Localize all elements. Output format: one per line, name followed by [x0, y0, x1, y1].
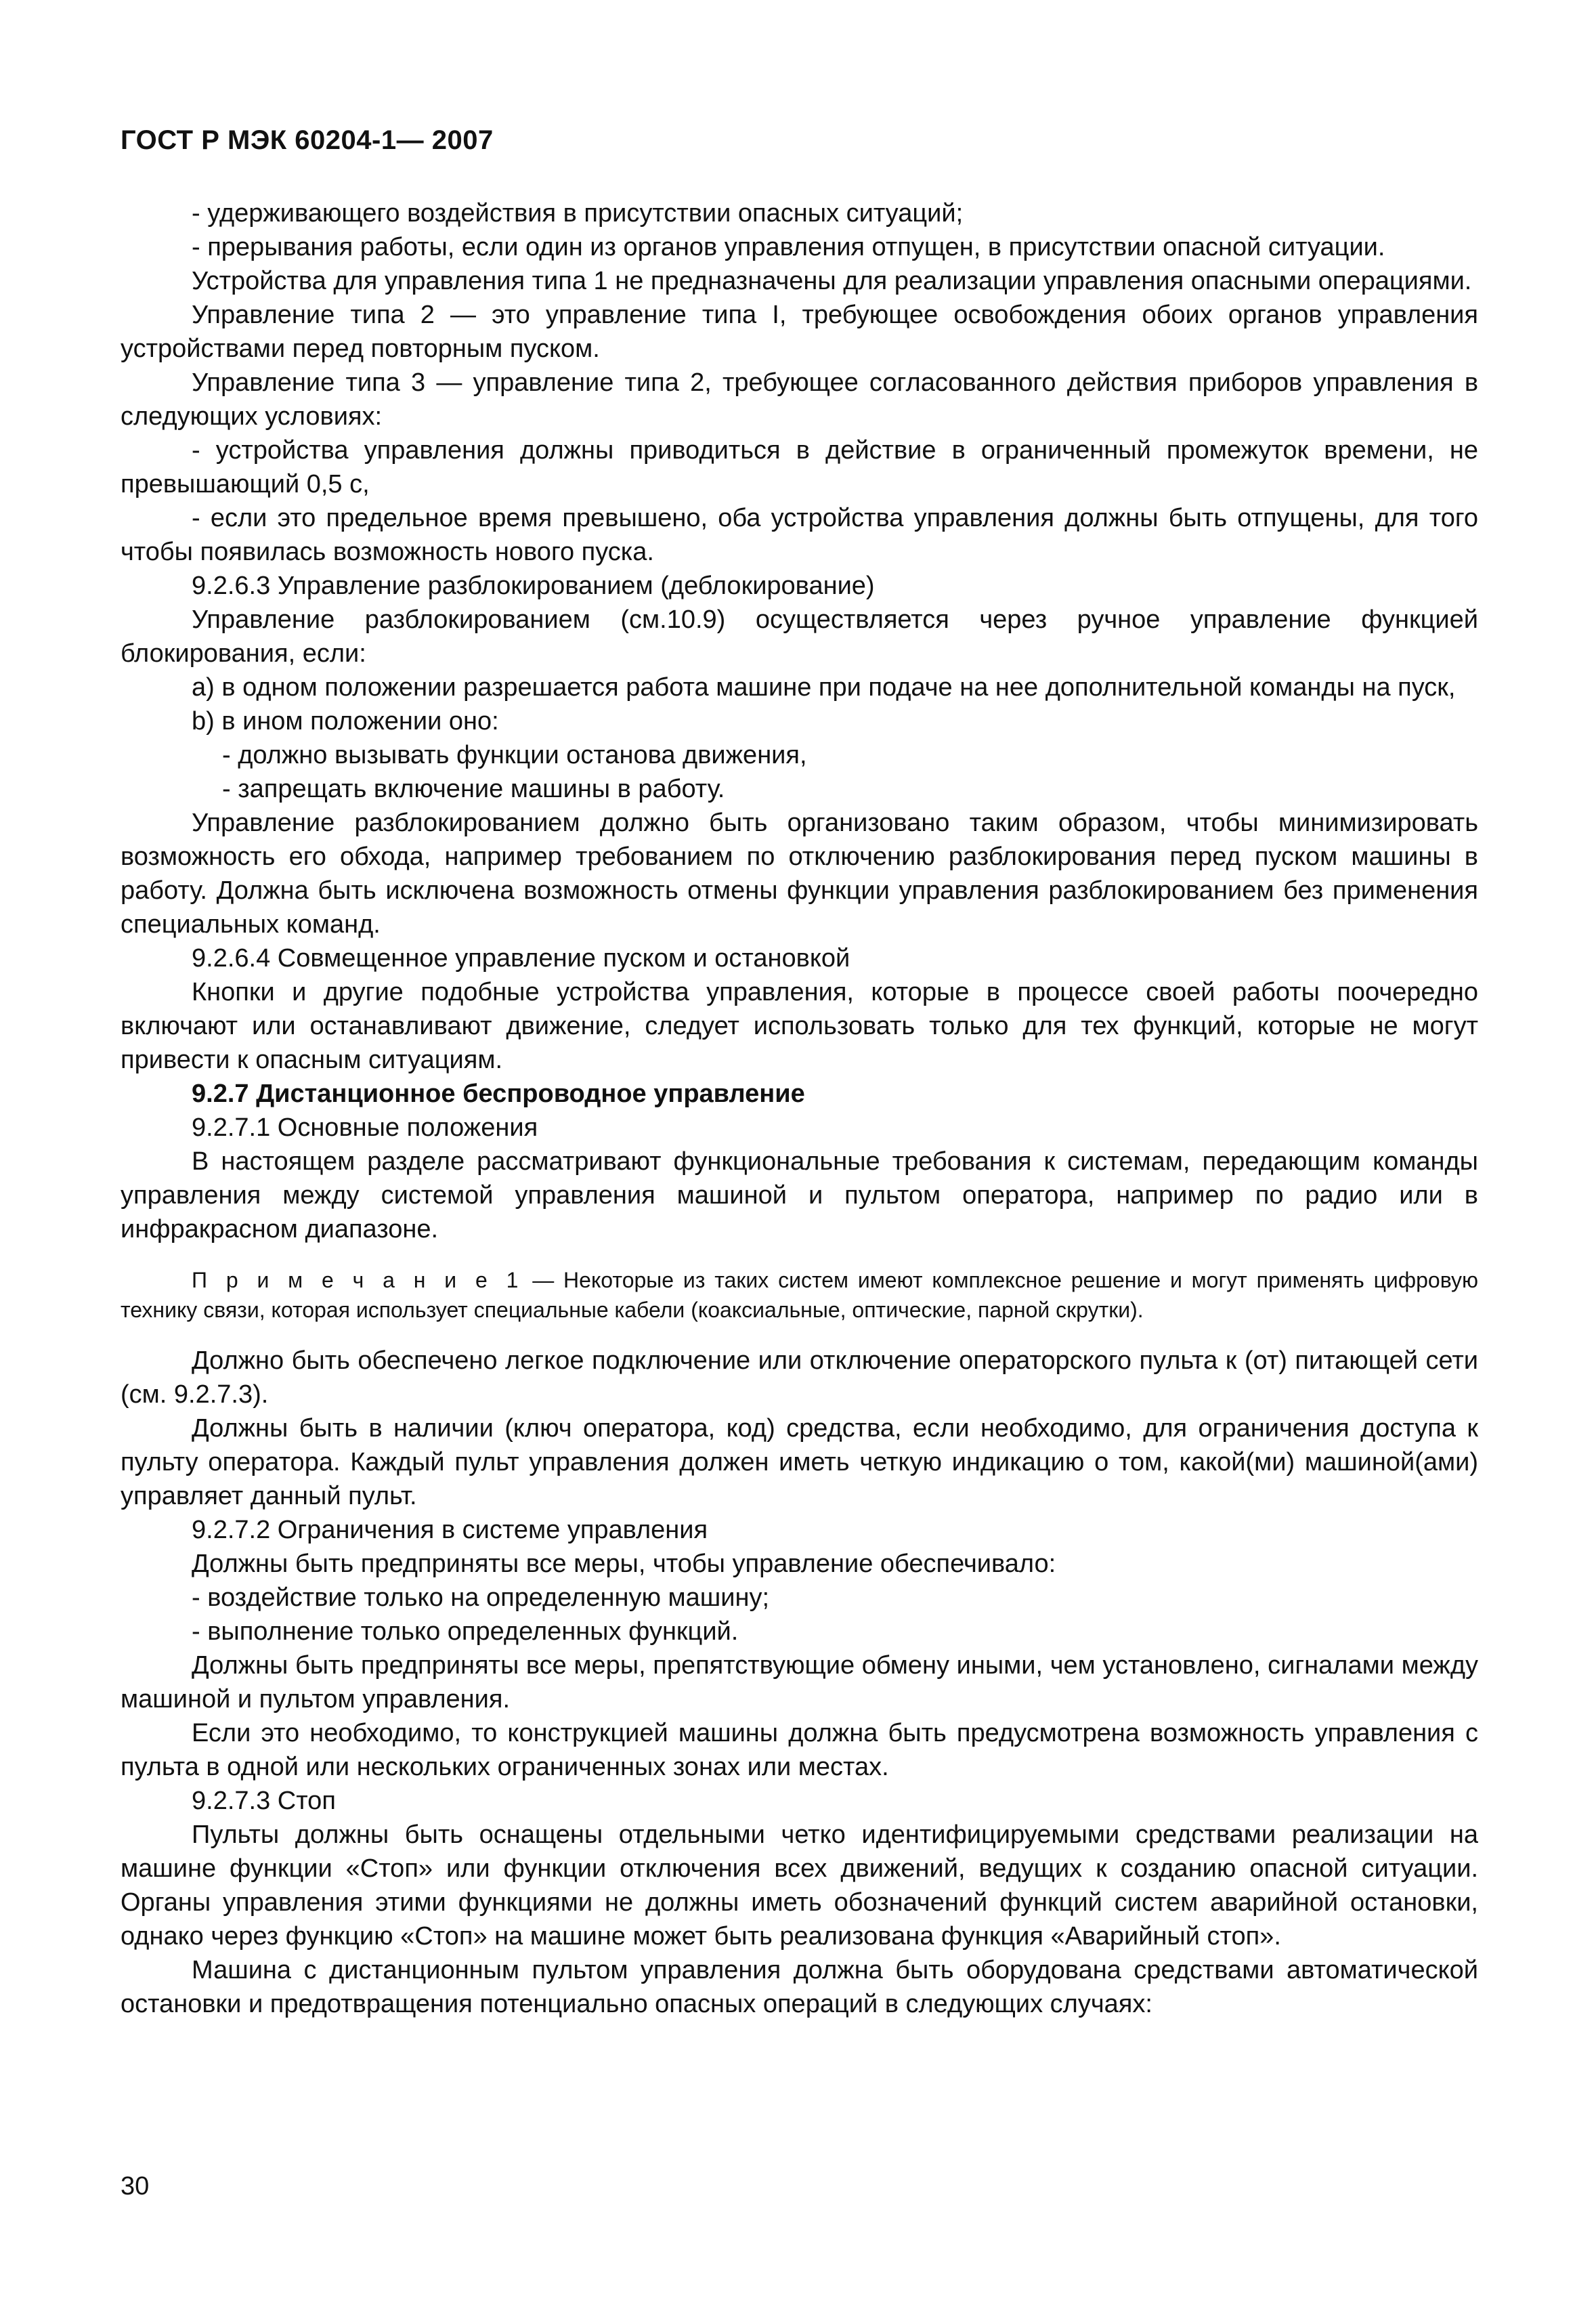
section-heading: 9.2.7.1 Основные положения: [192, 1113, 538, 1142]
paragraph: Управление разблокированием (см.10.9) осуществляется через ручное управление функцией блокирования, если:: [121, 605, 1478, 668]
list-item: - воздействие только на определенную машину;: [192, 1583, 770, 1612]
paragraph: - прерывания работы, если один из органов управления отпущен, в присутствии опасной ситуации.: [192, 233, 1385, 261]
paragraph: Управление типа 3 — управление типа 2, требующее согласованного действия приборов управления в следующих условиях:: [121, 368, 1478, 431]
paragraph: Должно быть обеспечено легкое подключение или отключение операторского пульта к (от) питающей сети (см. 9.2.7.3).: [121, 1346, 1478, 1409]
note: [121, 1265, 1478, 1325]
note-text: — Некоторые из таких систем имеют комплексное решение и могут применять цифровую технику связи, которая использует специальные кабели (коаксиальные, оптические, парной скрутки).: [121, 1268, 1479, 1322]
page-number: 30: [121, 2172, 150, 2200]
paragraph: Если это необходимо, то конструкцией машины должна быть предусмотрена возможность управления с пульта в одной или нескольких ограниченных зонах или местах.: [121, 1719, 1478, 1781]
list-item: - выполнение только определенных функций.: [192, 1617, 739, 1646]
note-label: П р и м е ч а н и е 1: [192, 1268, 523, 1292]
paragraph: Управление разблокированием должно быть организовано таким образом, чтобы минимизировать возможность его обхода, например требованием по отключению разблокирования перед пуском машины в работу. Должна быть исключена возможность отмены функции управления разблокированием без применения специальных команд.: [121, 809, 1478, 939]
document-body: [121, 196, 1478, 2021]
list-item: b) в ином положении оно:: [192, 707, 499, 736]
paragraph: Машина с дистанционным пультом управления должна быть оборудована средствами автоматической остановки и предотвращения потенциально опасных операций в следующих случаях:: [121, 1956, 1478, 2018]
section-heading: 9.2.7.3 Стоп: [192, 1787, 336, 1815]
section-heading: 9.2.6.4 Совмещенное управление пуском и остановкой: [192, 944, 850, 973]
paragraph: Пульты должны быть оснащены отдельными четко идентифицируемыми средствами реализации на машине функции «Стоп» или функции отключения всех движений, ведущих к созданию опасной ситуации. Органы управления этими функциями не должны иметь обозначений функций систем аварийной остановки, однако через функцию «Стоп» на машине может быть реализована функция «Аварийный стоп».: [121, 1821, 1478, 1951]
paragraph: Устройства для управления типа 1 не предназначены для реализации управления опасными операциями.: [192, 267, 1472, 295]
paragraph: Управление типа 2 — это управление типа I, требующее освобождения обоих органов управления устройствами перед повторным пуском.: [121, 301, 1478, 363]
section-title: 9.2.7 Дистанционное беспроводное управление: [192, 1080, 805, 1108]
paragraph: Должны быть предприняты все меры, чтобы управление обеспечивало:: [192, 1550, 1056, 1578]
list-item: a) в одном положении разрешается работа машине при подаче на нее дополнительной команды на пуск,: [192, 673, 1456, 702]
paragraph: Кнопки и другие подобные устройства управления, которые в процессе своей работы поочередно включают или останавливают движение, следует использовать только для тех функций, которые не могут привести к опасным ситуациям.: [121, 978, 1478, 1074]
paragraph: - удерживающего воздействия в присутствии опасных ситуаций;: [192, 199, 964, 228]
paragraph: Должны быть в наличии (ключ оператора, код) средства, если необходимо, для ограничения доступа к пульту оператора. Каждый пульт управления должен иметь четкую индикацию о том, какой(ми) машиной(ами) управляет данный пульт.: [121, 1414, 1478, 1510]
paragraph: В настоящем разделе рассматривают функциональные требования к системам, передающим команды управления между системой управления машиной и пультом оператора, например по радио или в инфракрасном диапазоне.: [121, 1147, 1478, 1243]
section-heading: 9.2.6.3 Управление разблокированием (деблокирование): [192, 572, 875, 600]
sub-list-item: - должно вызывать функции останова движения,: [222, 741, 807, 769]
paragraph: - если это предельное время превышено, оба устройства управления должны быть отпущены, для того чтобы появилась возможность нового пуска.: [121, 504, 1478, 566]
section-heading: 9.2.7.2 Ограничения в системе управления: [192, 1516, 708, 1544]
paragraph: Должны быть предприняты все меры, препятствующие обмену иными, чем установлено, сигналами между машиной и пультом управления.: [121, 1651, 1478, 1714]
standard-header: ГОСТ Р МЭК 60204-1— 2007: [121, 125, 494, 155]
sub-list-item: - запрещать включение машины в работу.: [222, 775, 725, 803]
paragraph: - устройства управления должны приводиться в действие в ограниченный промежуток времени, не превышающий 0,5 с,: [121, 436, 1478, 498]
